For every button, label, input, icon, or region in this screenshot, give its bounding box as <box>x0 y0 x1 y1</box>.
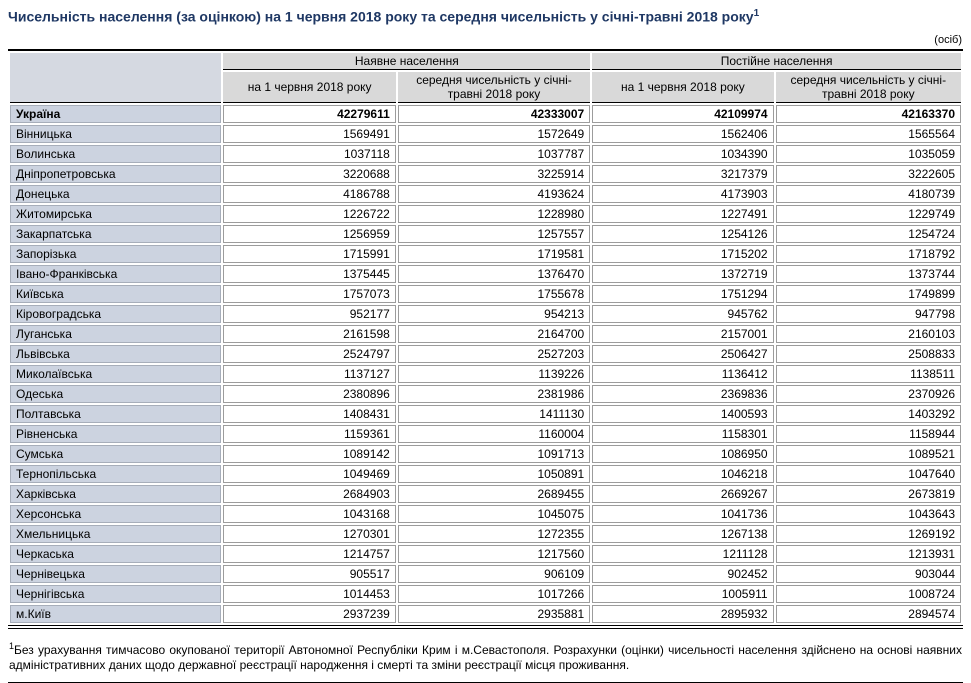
value-cell: 1270301 <box>223 525 395 543</box>
value-cell: 947798 <box>776 305 961 323</box>
value-cell: 42109974 <box>592 105 773 123</box>
value-cell: 1137127 <box>223 365 395 383</box>
value-cell: 1400593 <box>592 405 773 423</box>
value-cell: 906109 <box>398 565 590 583</box>
region-cell: Житомирська <box>10 205 221 223</box>
region-cell: Вінницька <box>10 125 221 143</box>
value-cell: 42163370 <box>776 105 961 123</box>
value-cell: 4173903 <box>592 185 773 203</box>
region-cell: Київська <box>10 285 221 303</box>
value-cell: 1049469 <box>223 465 395 483</box>
footnote-marker: 1 <box>9 641 15 652</box>
value-cell: 1017266 <box>398 585 590 603</box>
value-cell: 1569491 <box>223 125 395 143</box>
value-cell: 1047640 <box>776 465 961 483</box>
value-cell: 902452 <box>592 565 773 583</box>
value-cell: 1408431 <box>223 405 395 423</box>
value-cell: 1562406 <box>592 125 773 143</box>
value-cell: 1043168 <box>223 505 395 523</box>
value-cell: 1158944 <box>776 425 961 443</box>
table-row <box>10 105 961 123</box>
value-cell: 1158301 <box>592 425 773 443</box>
value-cell: 1160004 <box>398 425 590 443</box>
table-row <box>10 325 961 343</box>
table-row <box>10 245 961 263</box>
population-table <box>8 51 963 625</box>
value-cell: 1755678 <box>398 285 590 303</box>
value-cell: 1572649 <box>398 125 590 143</box>
value-cell: 2369836 <box>592 385 773 403</box>
table-row <box>10 585 961 603</box>
value-cell: 1757073 <box>223 285 395 303</box>
table-row <box>10 265 961 283</box>
value-cell: 1254724 <box>776 225 961 243</box>
region-cell: Львівська <box>10 345 221 363</box>
table-row <box>10 525 961 543</box>
value-cell: 1226722 <box>223 205 395 223</box>
value-cell: 2684903 <box>223 485 395 503</box>
value-cell: 1267138 <box>592 525 773 543</box>
value-cell: 1229749 <box>776 205 961 223</box>
table-row <box>10 225 961 243</box>
region-cell: Харківська <box>10 485 221 503</box>
value-cell: 1715202 <box>592 245 773 263</box>
region-cell: Тернопільська <box>10 465 221 483</box>
table-row <box>10 165 961 183</box>
population-table-wrapper <box>8 49 963 629</box>
table-row <box>10 385 961 403</box>
region-cell: Дніпропетровська <box>10 165 221 183</box>
value-cell: 1086950 <box>592 445 773 463</box>
value-cell: 905517 <box>223 565 395 583</box>
value-cell: 2689455 <box>398 485 590 503</box>
value-cell: 1005911 <box>592 585 773 603</box>
region-cell: Україна <box>10 105 221 123</box>
region-cell: Чернігівська <box>10 585 221 603</box>
value-cell: 1050891 <box>398 465 590 483</box>
page-title-text: Чисельність населення (за оцінкою) на 1 червня 2018 року та середня чисельність у січні-травні 2018 року <box>8 8 754 25</box>
value-cell: 2935881 <box>398 605 590 623</box>
col-group-permanent-population: Постійне населення <box>592 53 961 70</box>
value-cell: 1257557 <box>398 225 590 243</box>
region-cell: Кіровоградська <box>10 305 221 323</box>
region-cell: Закарпатська <box>10 225 221 243</box>
value-cell: 1213931 <box>776 545 961 563</box>
region-cell: Одеська <box>10 385 221 403</box>
value-cell: 1091713 <box>398 445 590 463</box>
value-cell: 2506427 <box>592 345 773 363</box>
value-cell: 1372719 <box>592 265 773 283</box>
region-cell: Рівненська <box>10 425 221 443</box>
col-group-present-population: Наявне населення <box>223 53 590 70</box>
value-cell: 1037787 <box>398 145 590 163</box>
value-cell: 3222605 <box>776 165 961 183</box>
value-cell: 1256959 <box>223 225 395 243</box>
value-cell: 1375445 <box>223 265 395 283</box>
value-cell: 42279611 <box>223 105 395 123</box>
region-cell: Волинська <box>10 145 221 163</box>
value-cell: 1037118 <box>223 145 395 163</box>
table-row <box>10 405 961 423</box>
value-cell: 3217379 <box>592 165 773 183</box>
table-row <box>10 285 961 303</box>
value-cell: 42333007 <box>398 105 590 123</box>
table-row <box>10 345 961 363</box>
value-cell: 1228980 <box>398 205 590 223</box>
value-cell: 2669267 <box>592 485 773 503</box>
value-cell: 1008724 <box>776 585 961 603</box>
region-cell: Херсонська <box>10 505 221 523</box>
value-cell: 1045075 <box>398 505 590 523</box>
table-row <box>10 445 961 463</box>
table-body <box>10 105 961 623</box>
region-cell: Луганська <box>10 325 221 343</box>
table-row <box>10 185 961 203</box>
value-cell: 4180739 <box>776 185 961 203</box>
value-cell: 1411130 <box>398 405 590 423</box>
value-cell: 3225914 <box>398 165 590 183</box>
value-cell: 1373744 <box>776 265 961 283</box>
value-cell: 1227491 <box>592 205 773 223</box>
value-cell: 2895932 <box>592 605 773 623</box>
table-row <box>10 205 961 223</box>
value-cell: 2527203 <box>398 345 590 363</box>
table-row <box>10 565 961 583</box>
value-cell: 1718792 <box>776 245 961 263</box>
value-cell: 2380896 <box>223 385 395 403</box>
table-row <box>10 485 961 503</box>
region-cell: Запорізька <box>10 245 221 263</box>
region-cell: Донецька <box>10 185 221 203</box>
title-footnote-marker: 1 <box>753 8 760 19</box>
value-cell: 4186788 <box>223 185 395 203</box>
value-cell: 1211128 <box>592 545 773 563</box>
value-cell: 1014453 <box>223 585 395 603</box>
value-cell: 1043643 <box>776 505 961 523</box>
value-cell: 1269192 <box>776 525 961 543</box>
region-cell: Хмельницька <box>10 525 221 543</box>
table-row <box>10 545 961 563</box>
value-cell: 945762 <box>592 305 773 323</box>
value-cell: 1376470 <box>398 265 590 283</box>
table-row <box>10 145 961 163</box>
value-cell: 2164700 <box>398 325 590 343</box>
value-cell: 1139226 <box>398 365 590 383</box>
region-cell: Івано-Франківська <box>10 265 221 283</box>
value-cell: 4193624 <box>398 185 590 203</box>
region-cell: м.Київ <box>10 605 221 623</box>
footnote-text: Без урахування тимчасово окупованої території Автономної Республіки Крим і м.Севастополя. Розрахунки (оцінки) чисельності населення здійснено на основі наявних адміністративних даних щодо державної реєстрації народження і смерті та зміни реєстрації місця проживання. <box>9 643 962 673</box>
value-cell: 1089521 <box>776 445 961 463</box>
value-cell: 2524797 <box>223 345 395 363</box>
value-cell: 1214757 <box>223 545 395 563</box>
region-cell: Миколаївська <box>10 365 221 383</box>
value-cell: 1046218 <box>592 465 773 483</box>
sub-header-present-average: середня чисельність у січні-травні 2018 року <box>398 72 590 103</box>
table-row <box>10 505 961 523</box>
value-cell: 2157001 <box>592 325 773 343</box>
value-cell: 2161598 <box>223 325 395 343</box>
value-cell: 1719581 <box>398 245 590 263</box>
table-row <box>10 305 961 323</box>
value-cell: 1751294 <box>592 285 773 303</box>
table-row <box>10 425 961 443</box>
value-cell: 2160103 <box>776 325 961 343</box>
table-header <box>10 53 961 103</box>
value-cell: 954213 <box>398 305 590 323</box>
footnote <box>9 639 962 673</box>
sub-header-permanent-average: середня чисельність у січні-травні 2018 року <box>776 72 961 103</box>
value-cell: 903044 <box>776 565 961 583</box>
table-row <box>10 125 961 143</box>
corner-cell <box>10 53 221 103</box>
value-cell: 1159361 <box>223 425 395 443</box>
value-cell: 1138511 <box>776 365 961 383</box>
page-title <box>8 8 963 26</box>
value-cell: 1136412 <box>592 365 773 383</box>
unit-label: (осіб) <box>934 34 962 47</box>
region-cell: Сумська <box>10 445 221 463</box>
value-cell: 1089142 <box>223 445 395 463</box>
group-header-row <box>10 53 961 70</box>
value-cell: 2381986 <box>398 385 590 403</box>
value-cell: 1217560 <box>398 545 590 563</box>
value-cell: 1035059 <box>776 145 961 163</box>
value-cell: 1041736 <box>592 505 773 523</box>
value-cell: 1272355 <box>398 525 590 543</box>
region-cell: Полтавська <box>10 405 221 423</box>
value-cell: 1565564 <box>776 125 961 143</box>
sub-header-permanent-date: на 1 червня 2018 року <box>592 72 773 103</box>
value-cell: 952177 <box>223 305 395 323</box>
value-cell: 2508833 <box>776 345 961 363</box>
value-cell: 2370926 <box>776 385 961 403</box>
value-cell: 2937239 <box>223 605 395 623</box>
value-cell: 1749899 <box>776 285 961 303</box>
value-cell: 2673819 <box>776 485 961 503</box>
sub-header-present-date: на 1 червня 2018 року <box>223 72 395 103</box>
table-row <box>10 605 961 623</box>
value-cell: 1403292 <box>776 405 961 423</box>
table-row <box>10 365 961 383</box>
value-cell: 1254126 <box>592 225 773 243</box>
value-cell: 2894574 <box>776 605 961 623</box>
table-row <box>10 465 961 483</box>
value-cell: 3220688 <box>223 165 395 183</box>
region-cell: Чернівецька <box>10 565 221 583</box>
value-cell: 1034390 <box>592 145 773 163</box>
region-cell: Черкаська <box>10 545 221 563</box>
value-cell: 1715991 <box>223 245 395 263</box>
